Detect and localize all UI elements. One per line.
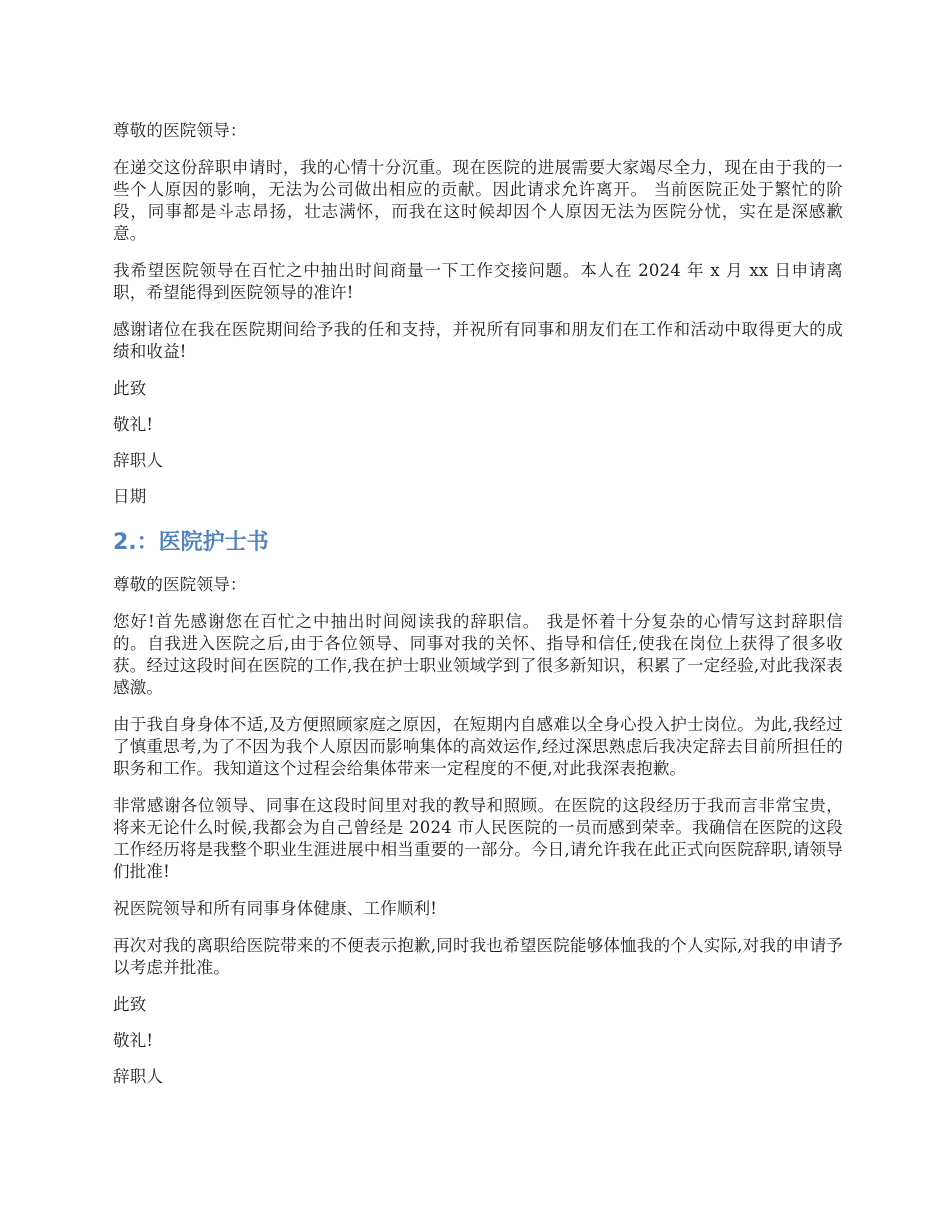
- letter2-paragraph-2: 由于我自身身体不适,及方便照顾家庭之原因，在短期内自感难以全身心投入护士岗位。为此,我经过了慎重思考,为了不因为我个人原因而影响集体的高效运作,经过深思熟虑后我决定辞去目前所担任的职务和工作。我知道这个过程会给集体带来一定程度的不便,对此我深表抱歉。: [113, 715, 843, 778]
- letter1-paragraph-1: 在递交这份辞职申请时，我的心情十分沉重。现在医院的进展需要大家竭尽全力，现在由于我的一些个人原因的影响，无法为公司做出相应的贡献。因此请求允许离开。 当前医院正处于繁忙的阶段，同事都是斗志昂扬，壮志满怀，而我在这时候却因个人原因无法为医院分忧，实在是深感歉意。: [113, 158, 843, 243]
- letter1-signer: 辞职人: [113, 451, 164, 470]
- letter1-paragraph-2: 我希望医院领导在百忙之中抽出时间商量一下工作交接问题。本人在 2024 年 x 月 xx 日申请离职，希望能得到医院领导的准许!: [113, 261, 843, 302]
- letter2-paragraph-1: 您好!首先感谢您在百忙之中抽出时间阅读我的辞职信。 我是怀着十分复杂的心情写这封辞职信的。自我进入医院之后,由于各位领导、同事对我的关怀、指导和信任,使我在岗位上获得了很多收获。经过这段时间在医院的工作,我在护士职业领域学到了很多新知识，积累了一定经验,对此我深表感激。: [113, 612, 843, 697]
- letter2-paragraph-4: 祝医院领导和所有同事身体健康、工作顺利!: [113, 899, 438, 918]
- section-heading: 2.：医院护士书: [113, 530, 269, 555]
- letter1-closing-2: 敬礼!: [113, 415, 154, 434]
- letter2-paragraph-3: 非常感谢各位领导、同事在这段时间里对我的教导和照顾。在医院的这段经历于我而言非常宝贵，将来无论什么时候,我都会为自己曾经是 2024 市人民医院的一员而感到荣幸。我确信在医院的这段工作经历将是我整个职业生涯进展中相当重要的一部分。今日,请允许我在此正式向医院辞职,请领导们批准!: [113, 796, 843, 881]
- letter1-salutation: 尊敬的医院领导：: [113, 121, 247, 140]
- document-page: [113, 120, 843, 1102]
- letter2-salutation: 尊敬的医院领导：: [113, 575, 247, 594]
- letter1-paragraph-3: 感谢诸位在我在医院期间给予我的任和支持，并祝所有同事和朋友们在工作和活动中取得更大的成绩和收益!: [113, 320, 843, 361]
- letter2-closing-1: 此致: [113, 995, 147, 1014]
- letter2-signer: 辞职人: [113, 1067, 164, 1086]
- letter1-date: 日期: [113, 487, 147, 506]
- letter1-closing-1: 此致: [113, 379, 147, 398]
- letter2-paragraph-5: 再次对我的离职给医院带来的不便表示抱歉,同时我也希望医院能够体恤我的个人实际,对我的申请予以考虑并批准。: [113, 936, 843, 977]
- letter2-closing-2: 敬礼!: [113, 1031, 154, 1050]
